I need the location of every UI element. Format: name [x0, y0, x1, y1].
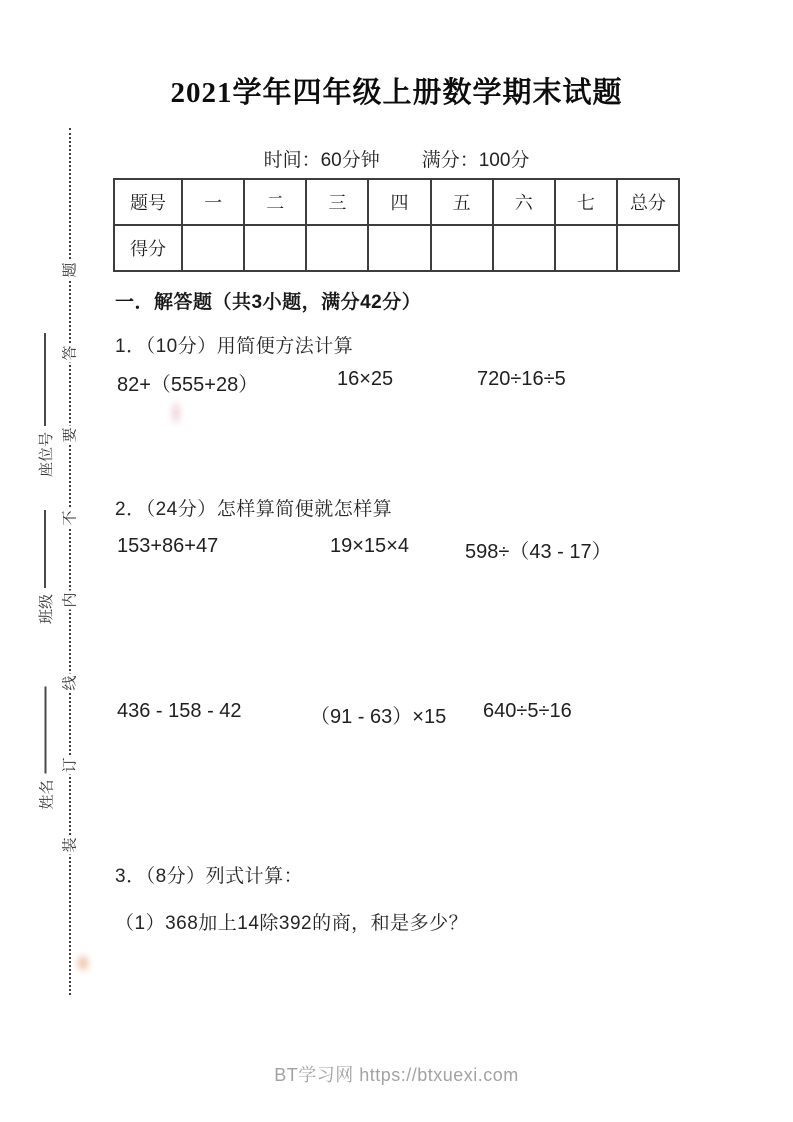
section-heading: 一．解答题（共3小题，满分42分）	[115, 292, 422, 313]
math-expression: （91 - 63）×15	[310, 706, 447, 728]
binding-char: 题	[61, 262, 79, 278]
col-header: 一	[182, 179, 244, 225]
score-label: 得分	[114, 225, 182, 271]
score-table-score-row	[114, 225, 679, 271]
binding-char: 不	[61, 510, 79, 526]
score-table-header-row	[114, 179, 679, 225]
question-1-text: 1．（10分）用简便方法计算	[115, 336, 354, 357]
class-label-text: 班级	[37, 593, 55, 624]
question-2-expressions-row2	[113, 700, 713, 728]
score-cell-empty	[617, 225, 679, 271]
score-cell-empty	[431, 225, 493, 271]
class-blank-line	[44, 510, 46, 588]
exam-time: 时间：60分钟	[263, 150, 380, 171]
col-header: 七	[555, 179, 617, 225]
seat-number-blank-label	[34, 333, 56, 477]
math-expression: 19×15×4	[330, 535, 409, 557]
footer-watermark: BT学习网 https://btxuexi.com	[274, 1065, 519, 1085]
name-label-text: 姓名	[38, 779, 55, 810]
score-cell-empty	[182, 225, 244, 271]
class-blank-label	[34, 510, 56, 624]
score-cell-empty	[368, 225, 430, 271]
question-3-sub1-text: （1）368加上14除392的商，和是多少？	[115, 913, 469, 934]
binding-char: 答	[61, 345, 79, 361]
seat-number-blank-line	[44, 333, 46, 426]
question-2-expressions-row1	[113, 535, 713, 563]
math-expression: 16×25	[337, 368, 394, 390]
math-expression: 720÷16÷5	[477, 368, 566, 390]
binding-char: 内	[61, 592, 79, 608]
col-header: 四	[368, 179, 430, 225]
scan-artifact	[168, 398, 184, 428]
score-cell-empty	[244, 225, 306, 271]
seat-number-label-text: 座位号	[37, 431, 55, 477]
math-expression: 598÷（43 - 17）	[465, 541, 612, 563]
binding-dotted-line	[69, 128, 71, 995]
col-header: 五	[431, 179, 493, 225]
exam-full-score: 满分：100分	[421, 150, 530, 171]
question-2-text: 2．（24分）怎样算简便就怎样算	[115, 499, 393, 520]
col-header: 三	[306, 179, 368, 225]
math-expression: 640÷5÷16	[483, 700, 572, 722]
question-number-label: 题号	[114, 179, 182, 225]
col-header: 六	[493, 179, 555, 225]
score-table	[113, 178, 680, 272]
binding-char: 订	[61, 757, 79, 773]
score-cell-empty	[555, 225, 617, 271]
name-blank-line	[45, 687, 47, 774]
math-expression: 82+（555+28）	[117, 374, 259, 396]
scan-artifact	[74, 952, 92, 974]
question-1-expressions	[113, 368, 713, 396]
page-title: 2021学年四年级上册数学期末试题	[170, 77, 623, 109]
score-cell-empty	[306, 225, 368, 271]
score-cell-empty	[493, 225, 555, 271]
col-header-total: 总分	[617, 179, 679, 225]
binding-char: 装	[61, 837, 79, 853]
exam-info-line	[0, 145, 793, 172]
math-expression: 153+86+47	[117, 535, 219, 557]
binding-char: 线	[61, 675, 79, 691]
name-blank-label	[35, 687, 57, 810]
question-3-text: 3．（8分）列式计算：	[115, 866, 304, 887]
binding-char: 要	[61, 427, 79, 443]
math-expression: 436 - 158 - 42	[117, 700, 242, 722]
col-header: 二	[244, 179, 306, 225]
